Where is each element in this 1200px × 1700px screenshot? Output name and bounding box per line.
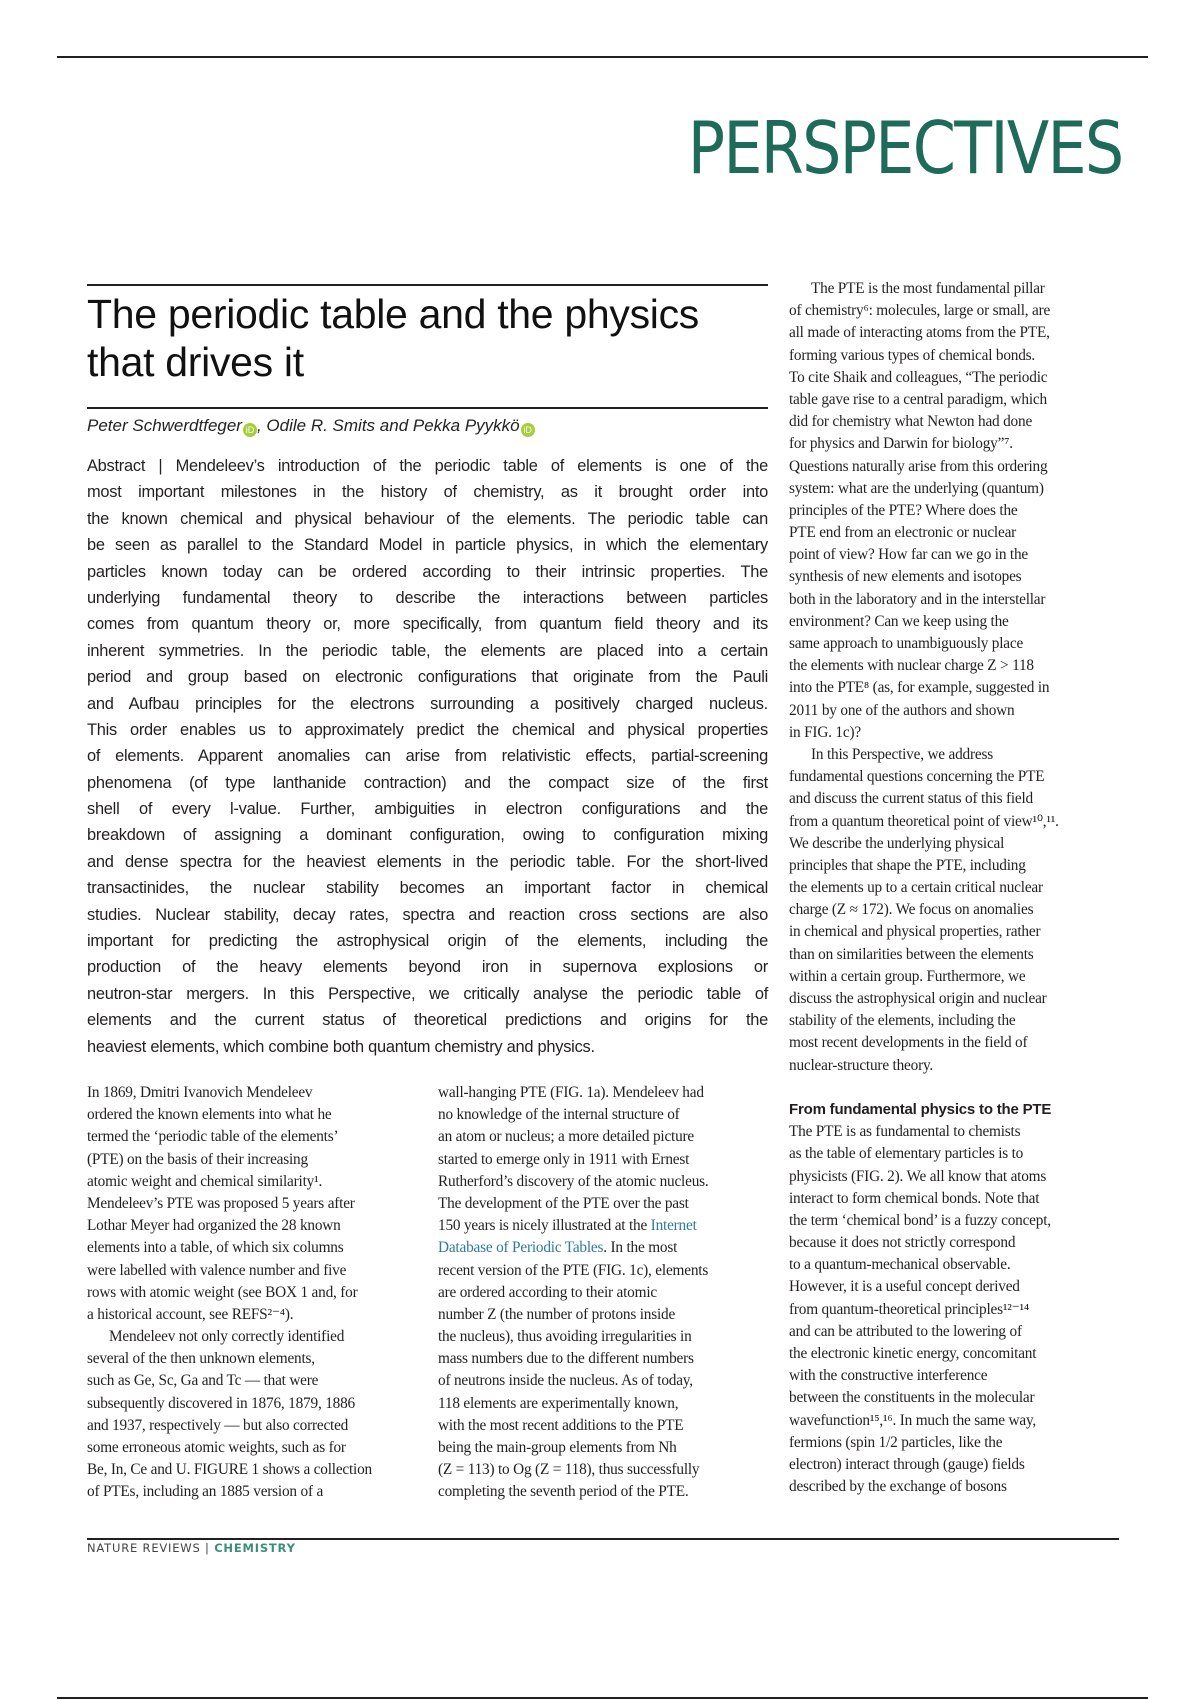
abstract-line: particles known today can be ordered according to their intrinsic properties. The [87,562,768,581]
body-line: with the most recent additions to the PTE [438,1416,684,1434]
body-line: from a quantum theoretical point of view¹⁰,¹¹. [789,812,1059,830]
body-line: physicists (FIG. 2). We all know that atoms [789,1167,1047,1185]
body-line: for physics and Darwin for biology”⁷. [789,435,1013,453]
footer-separator: | [200,1541,215,1555]
body-line: and can be attributed to the lowering of [789,1322,1022,1340]
abstract-line: heaviest elements, which combine both quantum chemistry and physics. [87,1037,595,1056]
body-line: number Z (the number of protons inside [438,1305,676,1323]
abstract-line: phenomena (of type lanthanide contraction) and the compact size of the first [87,773,768,792]
body-line: In this Perspective, we address [811,745,993,763]
author-list [87,416,535,437]
body-line: as the table of elementary particles is to [789,1145,1024,1163]
abstract-line: production of the heavy elements beyond iron in supernova explosions or [87,958,768,977]
body-line: Mendeleev not only correctly identified [109,1328,345,1346]
body-line: between the constituents in the molecular [789,1389,1035,1407]
body-line: did for chemistry what Newton had done [789,413,1033,431]
abstract-line: inherent symmetries. In the periodic table, the elements are placed into a certain [87,641,768,660]
body-line: than on similarities between the elements [789,945,1034,963]
body-line: 150 years is nicely illustrated at the Internet [438,1217,697,1235]
body-line: point of view? How far can we go in the [789,546,1028,564]
body-line: the term ‘chemical bond’ is a fuzzy concept, [789,1211,1051,1229]
journal-name: CHEMISTRY [214,1541,296,1555]
body-line: and 1937, respectively — but also corrected [87,1416,349,1434]
body-line: with the constructive interference [789,1367,988,1385]
abstract-line: comes from quantum theory or, more specifically, from quantum field theory and its [87,615,768,634]
body-line: because it does not strictly correspond [789,1234,1016,1252]
body-line: mass numbers due to the different numbers [438,1350,694,1368]
abstract-line: neutron-star mergers. In this Perspective, we critically analyse the periodic table of [87,984,768,1003]
body-line: into the PTE⁸ (as, for example, suggested in [789,679,1050,697]
abstract-line: shell of every l-value. Further, ambiguities in electron configurations and the [87,800,768,819]
body-line: Database of Periodic Tables. In the most [438,1239,678,1257]
body-line: Questions naturally arise from this ordering [789,457,1048,475]
abstract-line: the known chemical and physical behaviour of the elements. The periodic table can [87,509,768,528]
body-line: the nucleus), thus avoiding irregularities in [438,1328,692,1346]
body-line [789,1077,1119,1099]
body-line: of chemistry⁶: molecules, large or small, are [789,302,1051,320]
body-line: started to emerge only in 1911 with Ernest [438,1150,690,1168]
body-line: both in the laboratory and in the interstellar [789,590,1046,608]
body-line: Be, In, Ce and U. FIGURE 1 shows a collection [87,1461,372,1479]
body-line: table gave rise to a central paradigm, which [789,390,1047,408]
title-top-rule [87,284,768,286]
body-line: described by the exchange of bosons [789,1478,1007,1496]
bottom-rule [57,1697,1148,1699]
body-line: principles of the PTE? Where does the [789,501,1018,519]
body-line: stability of the elements, including the [789,1012,1016,1030]
abstract-line: studies. Nuclear stability, decay rates, spectra and reaction cross sections are also [87,905,768,924]
database-link[interactable]: Database of Periodic Tables [438,1239,604,1257]
body-line: within a certain group. Furthermore, we [789,967,1026,985]
body-line: wall-hanging PTE (FIG. 1a). Mendeleev had [438,1084,704,1101]
body-line: subsequently discovered in 1876, 1879, 1886 [87,1394,355,1412]
body-line: atomic weight and chemical similarity¹. [87,1172,323,1190]
body-line: fermions (spin 1/2 particles, like the [789,1433,1003,1451]
body-line: all made of interacting atoms from the PTE, [789,324,1050,342]
body-line: to a quantum-mechanical observable. [789,1256,1011,1274]
body-line: The development of the PTE over the past [438,1194,689,1212]
body-line: electron) interact through (gauge) fields [789,1455,1025,1473]
body-line: PTE end from an electronic or nuclear [789,524,1017,542]
abstract-line: transactinides, the nuclear stability becomes an important factor in chemical [87,879,768,898]
title-bottom-rule [87,407,768,409]
abstract-line: period and group based on electronic configurations that originate from the Pauli [87,668,768,687]
author-separator: and [375,416,413,435]
body-line: were labelled with valence number and five [87,1261,347,1279]
abstract-line: of elements. Apparent anomalies can arise from relativistic effects, partial-screening [87,747,768,766]
title-line: The periodic table and the physics [87,291,700,337]
body-line: completing the seventh period of the PTE. [438,1483,689,1501]
body-line: However, it is a useful concept derived [789,1278,1020,1296]
author-name[interactable]: Odile R. Smits [266,416,376,435]
orcid-icon[interactable]: iD [243,423,257,437]
body-line: synthesis of new elements and isotopes [789,568,1022,586]
body-line: of neutrons inside the nucleus. As of today, [438,1372,693,1390]
body-column-1 [87,1082,412,1504]
orcid-icon[interactable]: iD [521,423,535,437]
body-line: some erroneous atomic weights, such as for [87,1439,346,1456]
body-line: most recent developments in the field of [789,1034,1028,1052]
body-line: in FIG. 1c)? [789,723,861,741]
footer [87,1541,296,1555]
body-line: principles that shape the PTE, including [789,856,1026,874]
top-rule [57,56,1148,58]
body-line: same approach to unambiguously place [789,635,1024,652]
body-line: an atom or nucleus; a more detailed picture [438,1128,695,1146]
body-line: elements into a table, of which six columns [87,1239,344,1257]
abstract-line: be seen as parallel to the Standard Model in particle physics, in which the elementary [87,536,768,555]
abstract-line: most important milestones in the history of chemistry, as it brought order into [87,483,768,502]
body-line: no knowledge of the internal structure of [438,1106,680,1124]
body-line: from quantum-theoretical principles¹²⁻¹⁴ [789,1300,1030,1318]
article-title [87,290,777,386]
section-label: PERSPECTIVES [687,106,1122,190]
body-line: fundamental questions concerning the PTE [789,768,1045,786]
section-heading: From fundamental physics to the PTE [789,1100,1052,1118]
body-line: (Z = 113) to Og (Z = 118), thus successfully [438,1461,700,1479]
abstract [87,453,768,1060]
body-line: the elements with nuclear charge Z > 118 [789,657,1034,675]
body-line: such as Ge, Sc, Ga and Tc — that were [87,1372,319,1390]
body-line: a historical account, see REFS²⁻⁴). [87,1305,294,1323]
body-line: rows with atomic weight (see BOX 1 and, for [87,1283,358,1301]
abstract-line: and Aufbau principles for the electrons surrounding a positively charged nucleus. [87,694,768,713]
body-line: 2011 by one of the authors and shown [789,701,1015,719]
body-line: in chemical and physical properties, rather [789,923,1041,941]
abstract-line: This order enables us to approximately predict the chemical and physical properties [87,720,768,739]
body-line: being the main-group elements from Nh [438,1439,677,1456]
body-line: the elements up to a certain critical nuclear [789,879,1043,897]
body-line: Mendeleev’s PTE was proposed 5 years after [87,1194,355,1212]
author-separator: , [256,416,267,435]
body-line: The PTE is the most fundamental pillar [811,280,1045,297]
body-line: 118 elements are experimentally known, [438,1394,679,1412]
author-name[interactable]: Peter Schwerdtfeger [87,416,242,435]
body-column-3 [789,278,1119,1498]
title-line: that drives it [87,339,304,385]
body-line: the electronic kinetic energy, concomitant [789,1345,1037,1362]
body-column-2 [438,1082,763,1504]
body-line: To cite Shaik and colleagues, “The periodic [789,368,1048,386]
body-line: The PTE is as fundamental to chemists [789,1123,1021,1141]
abstract-line: and dense spectra for the heaviest elements in the periodic table. For the short-lived [87,852,768,871]
abstract-line: important for predicting the astrophysical origin of the elements, including the [87,932,768,951]
abstract-line: breakdown of assigning a dominant configuration, owing to configuration mixing [87,826,768,845]
body-line: ordered the known elements into what he [87,1106,332,1124]
footer-rule [87,1538,1119,1540]
body-line: wavefunction¹⁵,¹⁶. In much the same way, [789,1411,1037,1429]
body-line: environment? Can we keep using the [789,612,1009,630]
body-line: and discuss the current status of this field [789,790,1033,808]
abstract-line: underlying fundamental theory to describe the interactions between particles [87,588,768,607]
body-line: We describe the underlying physical [789,834,1005,852]
body-line: termed the ‘periodic table of the elements’ [87,1128,339,1146]
body-line: In 1869, Dmitri Ivanovich Mendeleev [87,1084,313,1101]
body-line: discuss the astrophysical origin and nuclear [789,990,1047,1007]
author-name[interactable]: Pekka Pyykkö [412,416,520,435]
body-line: of PTEs, including an 1885 version of a [87,1483,324,1501]
body-line: charge (Z ≈ 172). We focus on anomalies [789,901,1034,919]
body-line: recent version of the PTE (FIG. 1c), elements [438,1261,709,1279]
body-line: forming various types of chemical bonds. [789,346,1036,364]
body-line: nuclear-structure theory. [789,1056,934,1074]
abstract-line: elements and the current status of theoretical predictions and origins for the [87,1011,768,1030]
body-line: system: what are the underlying (quantum) [789,479,1044,497]
database-link[interactable]: Internet [650,1217,697,1235]
abstract-line: Abstract | Mendeleev’s introduction of the periodic table of elements is one of the [87,457,768,475]
body-line: interact to form chemical bonds. Note that [789,1189,1040,1207]
publisher-name: NATURE REVIEWS [87,1541,201,1555]
body-line: Lothar Meyer had organized the 28 known [87,1217,341,1235]
body-line: (PTE) on the basis of their increasing [87,1150,308,1168]
body-line: Rutherford’s discovery of the atomic nucleus. [438,1172,709,1190]
body-line: several of the then unknown elements, [87,1350,315,1368]
body-line: are ordered according to their atomic [438,1283,657,1301]
